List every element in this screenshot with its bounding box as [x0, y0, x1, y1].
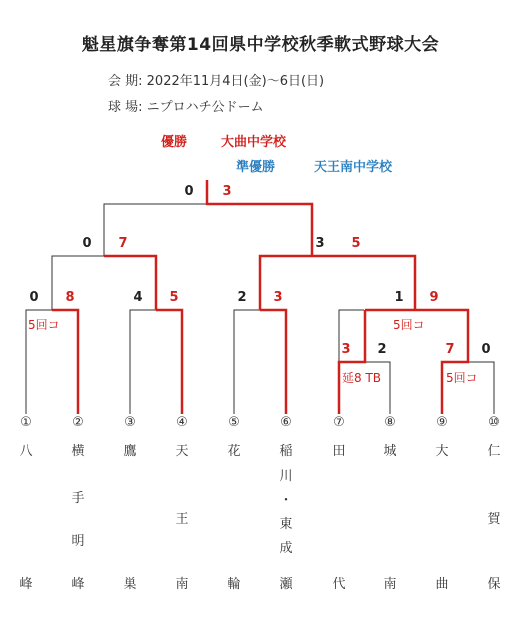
score-r1b-right: 0 — [481, 342, 491, 357]
score-qf1-right: 8 — [65, 290, 75, 305]
score-qf2-left: 4 — [133, 290, 143, 305]
score-qf3-right: 3 — [273, 290, 283, 305]
score-sf2-left: 3 — [315, 236, 325, 251]
team-name-top-char: 八 — [19, 444, 33, 459]
page-title: 魁星旗争奪第14回県中学校秋季軟式野球大会 — [81, 35, 440, 55]
team-name-bottom-char: 巣 — [123, 577, 137, 592]
score-r1a-left: 3 — [341, 342, 351, 357]
note-qf1: 5回コ — [28, 318, 60, 332]
team-name-bottom-char: 曲 — [435, 577, 449, 592]
team-name-char: 賀 — [487, 512, 501, 527]
score-qf4-right: 9 — [429, 290, 439, 305]
team-name-top-char: 鷹 — [123, 444, 137, 459]
score-sf1-left: 0 — [82, 236, 92, 251]
runner-up-label: 準優勝 — [236, 160, 276, 175]
team-name-char: ・ — [279, 493, 293, 508]
team-number: ⑦ — [333, 415, 345, 430]
team-name-bottom-char: 代 — [332, 577, 346, 592]
team-name-bottom-char: 瀬 — [279, 577, 293, 592]
venue-value: ニプロハチ公ドーム — [146, 100, 264, 115]
team-name-top-char: 天 — [175, 444, 189, 459]
team-number: ⑤ — [228, 415, 240, 430]
team-number: ① — [20, 415, 32, 430]
team-name-top-char: 花 — [227, 444, 241, 459]
team-name-char: 王 — [175, 512, 189, 527]
score-r1a-right: 2 — [377, 342, 387, 357]
team-name-top-char: 田 — [332, 444, 346, 459]
venue-label: 球 場: — [108, 100, 143, 115]
team-name-top-char: 城 — [383, 444, 397, 459]
line-qf1-winner — [52, 256, 104, 310]
win-team-7 — [339, 310, 365, 414]
team-name-top-char: 仁 — [487, 444, 501, 459]
win-team-4 — [156, 310, 182, 414]
line-qf3-branch — [260, 256, 312, 310]
score-qf2-right: 5 — [169, 290, 179, 305]
team-name-top-char: 稲 — [279, 444, 293, 459]
score-qf4-left: 1 — [394, 290, 404, 305]
note-qf4: 5回コ — [393, 318, 425, 332]
win-team-6 — [260, 310, 286, 414]
score-final-right: 3 — [222, 184, 232, 199]
line-team-5 — [234, 310, 260, 414]
team-name-bottom-char: 南 — [175, 577, 189, 592]
team-name-top-char: 横 — [71, 444, 85, 459]
note-r1a: 延8 TB — [342, 371, 382, 385]
score-r1b-left: 7 — [445, 342, 455, 357]
team-number: ③ — [124, 415, 136, 430]
score-sf2-right: 5 — [351, 236, 361, 251]
team-number: ⑥ — [280, 415, 292, 430]
team-number: ⑨ — [436, 415, 448, 430]
winner-name: 大曲中学校 — [221, 135, 287, 150]
score-qf3-left: 2 — [237, 290, 247, 305]
team-number: ⑩ — [488, 415, 500, 430]
line-team-3 — [130, 310, 156, 414]
dates-label: 会 期: — [108, 74, 143, 89]
runner-up-name: 天王南中学校 — [314, 160, 393, 175]
team-name-bottom-char: 峰 — [19, 577, 33, 592]
score-qf1-left: 0 — [29, 290, 39, 305]
team-name-char: 明 — [71, 534, 85, 549]
team-name-char: 東 — [279, 517, 293, 532]
team-name-char: 手 — [71, 491, 85, 506]
team-name-char: 川 — [279, 469, 293, 484]
note-r1b: 5回コ — [446, 371, 478, 385]
team-name-bottom-char: 南 — [383, 577, 397, 592]
team-name-bottom-char: 輪 — [227, 577, 241, 592]
team-number: ② — [72, 415, 84, 430]
team-number: ④ — [176, 415, 188, 430]
team-name-bottom-char: 保 — [487, 577, 501, 592]
score-final-left: 0 — [184, 184, 194, 199]
team-name-bottom-char: 峰 — [71, 577, 85, 592]
team-name-char: 成 — [279, 541, 293, 556]
team-name-top-char: 大 — [435, 444, 449, 459]
team-number: ⑧ — [384, 415, 396, 430]
winner-label: 優勝 — [161, 135, 188, 150]
score-sf1-right: 7 — [118, 236, 128, 251]
dates-value: 2022年11月4日(金)〜6日(日) — [146, 74, 325, 89]
